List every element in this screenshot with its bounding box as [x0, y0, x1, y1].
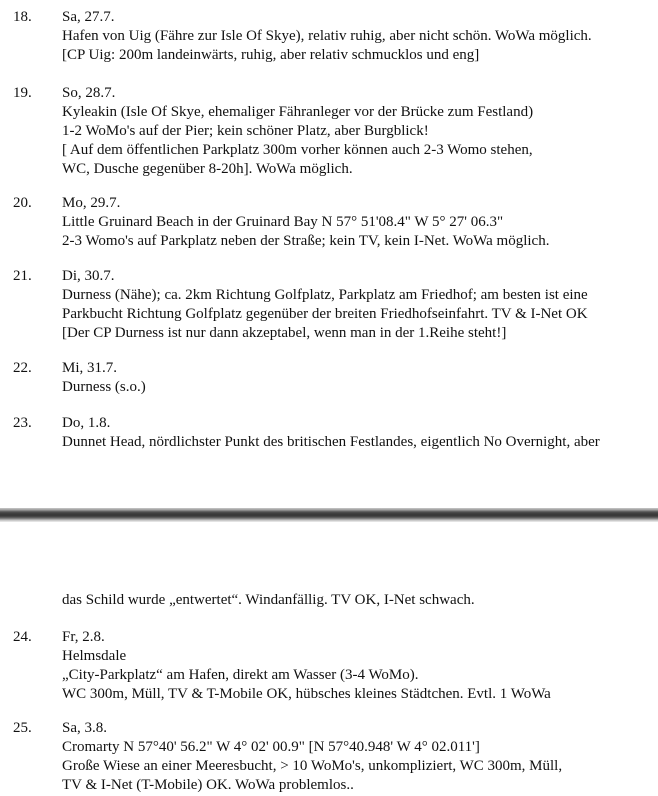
entry-text — [62, 194, 652, 251]
entry-line: WC, Dusche gegenüber 8-20h]. WoWa möglich. — [62, 161, 353, 177]
entry-text — [62, 719, 652, 795]
entry-number: 23. — [13, 415, 32, 431]
entry-date: Mo, 29.7. — [62, 195, 121, 211]
continuation-line: das Schild wurde „entwertet“. Windanfällig. TV OK, I-Net schwach. — [62, 592, 475, 608]
entry-text — [62, 414, 652, 452]
entry-line: Parkbucht Richtung Golfplatz gegenüber der breiten Friedhofseinfahrt. TV & I-Net OK — [62, 306, 588, 322]
entry-date: So, 28.7. — [62, 85, 116, 101]
entry-line: WC 300m, Müll, TV & T-Mobile OK, hübsches kleines Städtchen. Evtl. 1 WoWa — [62, 686, 551, 702]
entry-line: [CP Uig: 200m landeinwärts, ruhig, aber relativ schmucklos und eng] — [62, 47, 480, 63]
entry-line: Hafen von Uig (Fähre zur Isle Of Skye), relativ ruhig, aber nicht schön. WoWa möglich. — [62, 28, 592, 44]
entry-line: 1-2 WoMo's auf der Pier; kein schöner Platz, aber Burgblick! — [62, 123, 429, 139]
entry-number: 24. — [13, 629, 32, 645]
entry-text — [62, 267, 652, 343]
entry-line: Little Gruinard Beach in der Gruinard Bay N 57° 51'08.4" W 5° 27' 06.3" — [62, 214, 504, 230]
entry-line: Cromarty N 57°40' 56.2" W 4° 02' 00.9" [N 57°40.948' W 4° 02.011'] — [62, 739, 480, 755]
entry-line: Große Wiese an einer Meeresbucht, > 10 WoMo's, unkompliziert, WC 300m, Müll, — [62, 758, 563, 774]
entry-line: Dunnet Head, nördlichster Punkt des britischen Festlandes, eigentlich No Overnight, aber — [62, 434, 600, 450]
entry-line: Kyleakin (Isle Of Skye, ehemaliger Fähranleger vor der Brücke zum Festland) — [62, 104, 534, 120]
entry-number: 25. — [13, 720, 32, 736]
entry-date: Sa, 27.7. — [62, 9, 115, 25]
page-separator — [0, 508, 658, 522]
document-page-2 — [0, 522, 658, 796]
entry-line: „City-Parkplatz“ am Hafen, direkt am Wasser (3-4 WoMo). — [62, 667, 419, 683]
entry-line: TV & I-Net (T-Mobile) OK. WoWa problemlos.. — [62, 777, 354, 793]
entry-date: Di, 30.7. — [62, 268, 115, 284]
entry-date: Sa, 3.8. — [62, 720, 107, 736]
entry-text — [62, 628, 652, 704]
entry-date: Mi, 31.7. — [62, 360, 118, 376]
entry-number: 18. — [13, 9, 32, 25]
entry-date: Do, 1.8. — [62, 415, 111, 431]
entry-text — [62, 8, 652, 65]
entry-number: 20. — [13, 195, 32, 211]
entry-text — [62, 359, 652, 397]
entry-line: [Der CP Durness ist nur dann akzeptabel, wenn man in der 1.Reihe steht!] — [62, 325, 507, 341]
entry-number: 19. — [13, 85, 32, 101]
entry-number: 21. — [13, 268, 32, 284]
entry-line: Durness (s.o.) — [62, 379, 146, 395]
entry-text — [62, 84, 652, 179]
entry-line: 2-3 Womo's auf Parkplatz neben der Straße; kein TV, kein I-Net. WoWa möglich. — [62, 233, 550, 249]
entry-line: Durness (Nähe); ca. 2km Richtung Golfplatz, Parkplatz am Friedhof; am besten ist eine — [62, 287, 588, 303]
entry-date: Fr, 2.8. — [62, 629, 105, 645]
entry-line: [ Auf dem öffentlichen Parkplatz 300m vorher können auch 2-3 Womo stehen, — [62, 142, 533, 158]
entry-line: Helmsdale — [62, 648, 127, 664]
entry-number: 22. — [13, 360, 32, 376]
